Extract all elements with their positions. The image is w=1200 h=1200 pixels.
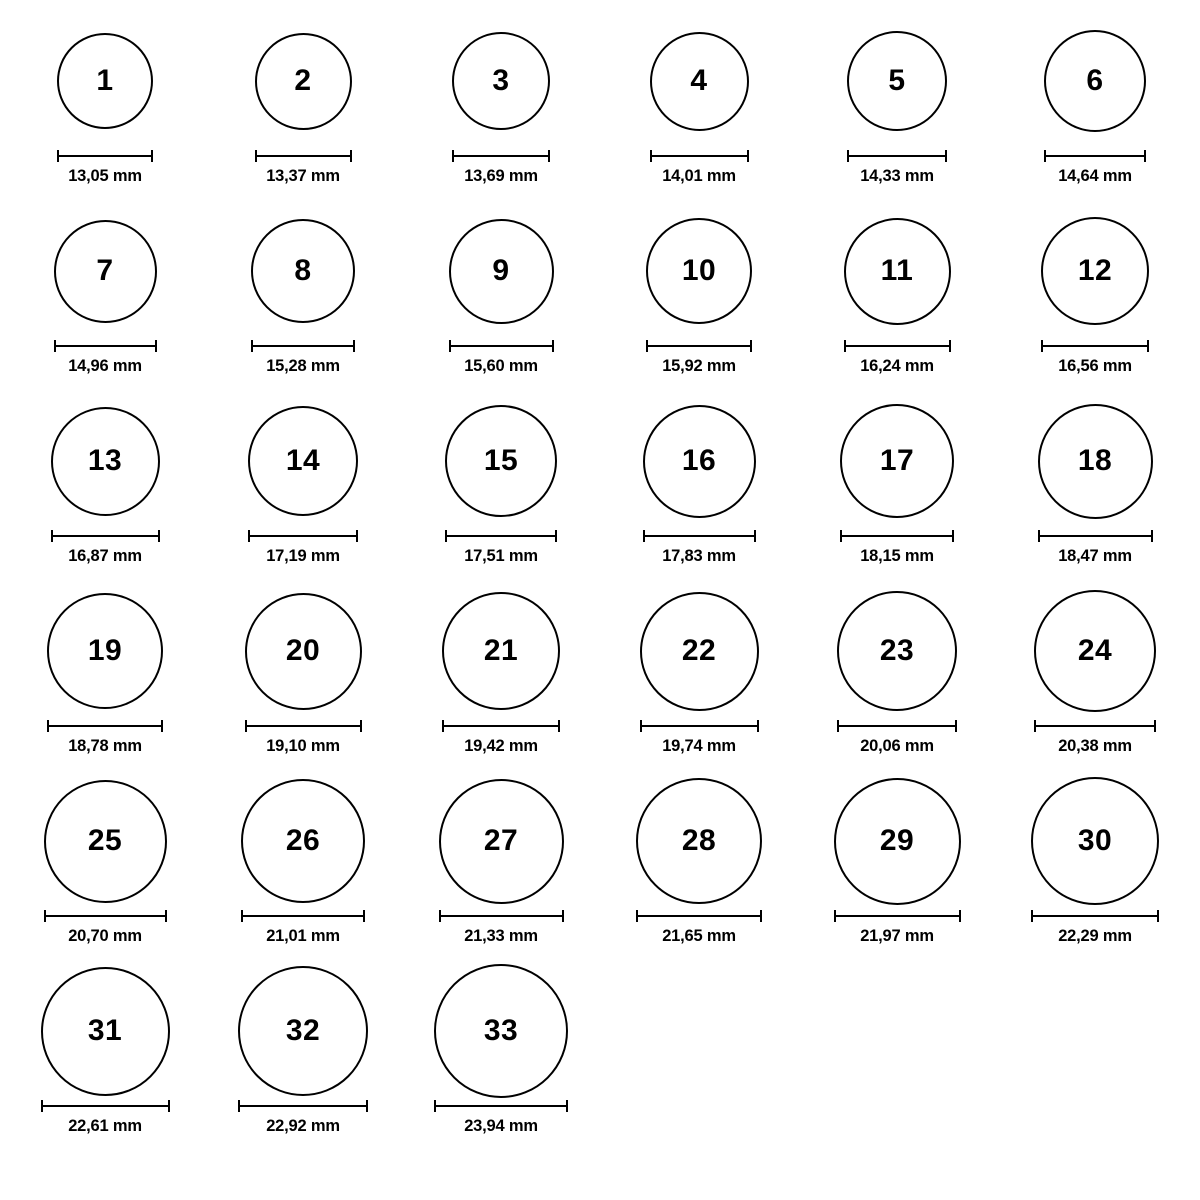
ring-circle-wrap [640, 584, 759, 718]
caliper-bar [251, 345, 355, 347]
diameter-caliper [847, 150, 947, 162]
ring-size-cell [1000, 204, 1190, 394]
ring-circle-wrap [1044, 14, 1146, 148]
caliper-bar [837, 725, 957, 727]
ring-size-number: 2 [294, 64, 312, 97]
caliper-bar [238, 1105, 368, 1107]
ring-size-number: 31 [87, 1014, 123, 1047]
ring-circle [844, 218, 951, 325]
ring-circle [1034, 590, 1156, 712]
diameter-label: 15,92 mm [662, 357, 736, 375]
ring-circle-wrap [241, 774, 365, 908]
ring-size-number: 11 [880, 254, 914, 287]
ring-circle-wrap [47, 584, 163, 718]
diameter-caliper [434, 1100, 568, 1112]
ring-size-number: 25 [87, 824, 123, 857]
ring-circle-wrap [650, 14, 749, 148]
ring-size-number: 20 [285, 634, 321, 667]
ring-size-number: 22 [681, 634, 717, 667]
ring-circle [255, 33, 352, 130]
ring-circle [248, 406, 358, 516]
diameter-caliper [840, 530, 954, 542]
ring-size-cell [406, 204, 596, 394]
caliper-bar [47, 725, 163, 727]
ring-circle-wrap [1038, 394, 1153, 528]
diameter-label: 18,78 mm [68, 737, 142, 755]
ring-circle-wrap [238, 964, 368, 1098]
ring-size-cell [1000, 394, 1190, 584]
ring-size-cell [604, 774, 794, 964]
ring-circle-wrap [1041, 204, 1149, 338]
diameter-label: 21,65 mm [662, 927, 736, 945]
ring-circle [445, 405, 557, 517]
diameter-caliper [452, 150, 550, 162]
ring-size-cell [10, 774, 200, 964]
diameter-caliper [445, 530, 557, 542]
ring-circle-wrap [255, 14, 352, 148]
ring-circle-wrap [445, 394, 557, 528]
ring-size-number: 16 [681, 444, 717, 477]
diameter-caliper [47, 720, 163, 732]
diameter-caliper [251, 340, 355, 352]
ring-circle-wrap [44, 774, 167, 908]
diameter-label: 14,96 mm [68, 357, 142, 375]
ring-circle-wrap [1034, 584, 1156, 718]
ring-circle-wrap [54, 204, 157, 338]
caliper-bar [643, 535, 756, 537]
caliper-bar [1044, 155, 1146, 157]
diameter-caliper [245, 720, 362, 732]
ring-circle-wrap [1031, 774, 1159, 908]
caliper-bar [646, 345, 752, 347]
diameter-label: 16,87 mm [68, 547, 142, 565]
diameter-label: 22,61 mm [68, 1117, 142, 1135]
ring-size-number: 18 [1077, 444, 1113, 477]
ring-circle [245, 593, 362, 710]
diameter-label: 15,28 mm [266, 357, 340, 375]
diameter-label: 19,74 mm [662, 737, 736, 755]
diameter-caliper [248, 530, 358, 542]
ring-circle-wrap [41, 964, 170, 1098]
diameter-caliper [834, 910, 961, 922]
diameter-caliper [640, 720, 759, 732]
ring-size-cell [802, 584, 992, 774]
diameter-caliper [255, 150, 352, 162]
ring-size-cell [208, 204, 398, 394]
ring-size-cell [406, 774, 596, 964]
ring-size-cell [10, 394, 200, 584]
diameter-label: 21,01 mm [266, 927, 340, 945]
diameter-label: 14,64 mm [1058, 167, 1132, 185]
caliper-bar [255, 155, 352, 157]
ring-circle-wrap [646, 204, 752, 338]
caliper-bar [834, 915, 961, 917]
ring-circle [1041, 217, 1149, 325]
ring-size-cell [604, 14, 794, 204]
ring-circle [241, 779, 365, 903]
diameter-label: 15,60 mm [464, 357, 538, 375]
diameter-label: 14,01 mm [662, 167, 736, 185]
diameter-label: 18,47 mm [1058, 547, 1132, 565]
diameter-caliper [1044, 150, 1146, 162]
ring-size-cell [406, 964, 596, 1154]
diameter-caliper [449, 340, 554, 352]
ring-circle-wrap [837, 584, 957, 718]
diameter-caliper [57, 150, 153, 162]
diameter-label: 20,06 mm [860, 737, 934, 755]
ring-circle-wrap [449, 204, 554, 338]
diameter-caliper [1031, 910, 1159, 922]
ring-circle [1044, 30, 1146, 132]
ring-size-cell [802, 204, 992, 394]
ring-size-cell [406, 14, 596, 204]
caliper-bar [847, 155, 947, 157]
ring-size-cell [10, 964, 200, 1154]
ring-circle [452, 32, 550, 130]
ring-circle [840, 404, 954, 518]
caliper-bar [452, 155, 550, 157]
ring-size-cell [10, 584, 200, 774]
ring-size-number: 4 [690, 64, 708, 97]
caliper-bar [54, 345, 157, 347]
diameter-caliper [646, 340, 752, 352]
ring-size-number: 14 [285, 444, 321, 477]
diameter-caliper [54, 340, 157, 352]
diameter-label: 13,05 mm [68, 167, 142, 185]
caliper-bar [442, 725, 560, 727]
ring-size-number: 8 [294, 254, 312, 287]
ring-circle [251, 219, 355, 323]
ring-size-number: 12 [1077, 254, 1113, 287]
ring-size-cell [802, 394, 992, 584]
ring-circle [51, 407, 160, 516]
diameter-caliper [1034, 720, 1156, 732]
caliper-bar [640, 725, 759, 727]
caliper-bar [41, 1105, 170, 1107]
ring-circle [44, 780, 167, 903]
diameter-caliper [442, 720, 560, 732]
diameter-caliper [439, 910, 564, 922]
ring-size-number: 24 [1077, 634, 1113, 667]
diameter-label: 21,97 mm [860, 927, 934, 945]
ring-size-cell [1000, 584, 1190, 774]
diameter-label: 13,69 mm [464, 167, 538, 185]
diameter-label: 22,29 mm [1058, 927, 1132, 945]
ring-size-cell [604, 204, 794, 394]
ring-circle [41, 967, 170, 1096]
caliper-bar [1038, 535, 1153, 537]
ring-circle-wrap [840, 394, 954, 528]
ring-size-cell [406, 584, 596, 774]
ring-circle [640, 592, 759, 711]
ring-circle-wrap [442, 584, 560, 718]
ring-circle [1031, 777, 1159, 905]
ring-size-number: 19 [87, 634, 123, 667]
ring-circle [54, 220, 157, 323]
ring-size-cell [208, 964, 398, 1154]
ring-circle-wrap [439, 774, 564, 908]
ring-size-cell [604, 584, 794, 774]
diameter-caliper [643, 530, 756, 542]
caliper-bar [439, 915, 564, 917]
ring-circle [643, 405, 756, 518]
ring-size-number: 23 [879, 634, 915, 667]
caliper-bar [434, 1105, 568, 1107]
diameter-caliper [41, 1100, 170, 1112]
ring-circle-wrap [452, 14, 550, 148]
diameter-caliper [241, 910, 365, 922]
ring-size-number: 9 [492, 254, 510, 287]
diameter-caliper [636, 910, 762, 922]
ring-size-number: 10 [681, 254, 717, 287]
ring-size-number: 3 [492, 64, 510, 97]
ring-size-cell [208, 774, 398, 964]
ring-circle [47, 593, 163, 709]
diameter-caliper [51, 530, 160, 542]
caliper-bar [241, 915, 365, 917]
ring-circle-wrap [844, 204, 951, 338]
caliper-bar [51, 535, 160, 537]
ring-circle [847, 31, 947, 131]
caliper-bar [844, 345, 951, 347]
caliper-bar [449, 345, 554, 347]
ring-size-number: 28 [681, 824, 717, 857]
caliper-bar [650, 155, 749, 157]
ring-size-cell [10, 14, 200, 204]
ring-size-cell [604, 394, 794, 584]
diameter-label: 19,10 mm [266, 737, 340, 755]
ring-circle-wrap [643, 394, 756, 528]
ring-size-cell [1000, 14, 1190, 204]
ring-size-cell [208, 394, 398, 584]
ring-size-number: 1 [96, 64, 114, 97]
diameter-label: 14,33 mm [860, 167, 934, 185]
ring-circle-wrap [51, 394, 160, 528]
ring-size-number: 27 [483, 824, 519, 857]
ring-size-cell [10, 204, 200, 394]
caliper-bar [57, 155, 153, 157]
diameter-label: 17,51 mm [464, 547, 538, 565]
diameter-caliper [1038, 530, 1153, 542]
ring-size-number: 15 [483, 444, 519, 477]
ring-circle-wrap [434, 964, 568, 1098]
diameter-label: 19,42 mm [464, 737, 538, 755]
ring-circle [636, 778, 762, 904]
diameter-label: 22,92 mm [266, 1117, 340, 1135]
diameter-caliper [844, 340, 951, 352]
caliper-bar [245, 725, 362, 727]
ring-size-cell [1000, 774, 1190, 964]
ring-circle-wrap [248, 394, 358, 528]
ring-size-number: 26 [285, 824, 321, 857]
ring-circle [434, 964, 568, 1098]
diameter-caliper [44, 910, 167, 922]
diameter-label: 17,19 mm [266, 547, 340, 565]
ring-size-number: 33 [483, 1014, 519, 1047]
caliper-bar [1031, 915, 1159, 917]
diameter-label: 23,94 mm [464, 1117, 538, 1135]
ring-circle [837, 591, 957, 711]
diameter-label: 21,33 mm [464, 927, 538, 945]
ring-circle [650, 32, 749, 131]
ring-circle-wrap [245, 584, 362, 718]
ring-circle [57, 33, 153, 129]
diameter-label: 16,24 mm [860, 357, 934, 375]
diameter-caliper [238, 1100, 368, 1112]
ring-size-number: 17 [879, 444, 915, 477]
diameter-label: 18,15 mm [860, 547, 934, 565]
ring-size-number: 5 [888, 64, 906, 97]
ring-circle [449, 219, 554, 324]
ring-circle-wrap [57, 14, 153, 148]
ring-circle-wrap [251, 204, 355, 338]
ring-size-grid [0, 14, 1200, 1154]
ring-circle [442, 592, 560, 710]
ring-circle-wrap [847, 14, 947, 148]
caliper-bar [636, 915, 762, 917]
ring-circle [1038, 404, 1153, 519]
ring-circle [238, 966, 368, 1096]
ring-size-cell [208, 14, 398, 204]
ring-circle [834, 778, 961, 905]
ring-circle-wrap [834, 774, 961, 908]
caliper-bar [445, 535, 557, 537]
ring-size-cell [406, 394, 596, 584]
ring-circle [646, 218, 752, 324]
ring-size-number: 21 [483, 634, 519, 667]
diameter-caliper [837, 720, 957, 732]
diameter-label: 16,56 mm [1058, 357, 1132, 375]
caliper-bar [44, 915, 167, 917]
diameter-label: 17,83 mm [662, 547, 736, 565]
ring-size-cell [802, 774, 992, 964]
diameter-label: 20,38 mm [1058, 737, 1132, 755]
ring-size-number: 29 [879, 824, 915, 857]
ring-size-number: 6 [1086, 64, 1104, 97]
ring-size-cell [208, 584, 398, 774]
ring-size-number: 13 [87, 444, 123, 477]
caliper-bar [1041, 345, 1149, 347]
diameter-label: 20,70 mm [68, 927, 142, 945]
caliper-bar [248, 535, 358, 537]
ring-size-cell [802, 14, 992, 204]
diameter-caliper [650, 150, 749, 162]
diameter-caliper [1041, 340, 1149, 352]
ring-circle-wrap [636, 774, 762, 908]
ring-size-number: 32 [285, 1014, 321, 1047]
diameter-label: 13,37 mm [266, 167, 340, 185]
ring-size-number: 30 [1077, 824, 1113, 857]
caliper-bar [840, 535, 954, 537]
caliper-bar [1034, 725, 1156, 727]
ring-circle [439, 779, 564, 904]
ring-size-number: 7 [96, 254, 114, 287]
